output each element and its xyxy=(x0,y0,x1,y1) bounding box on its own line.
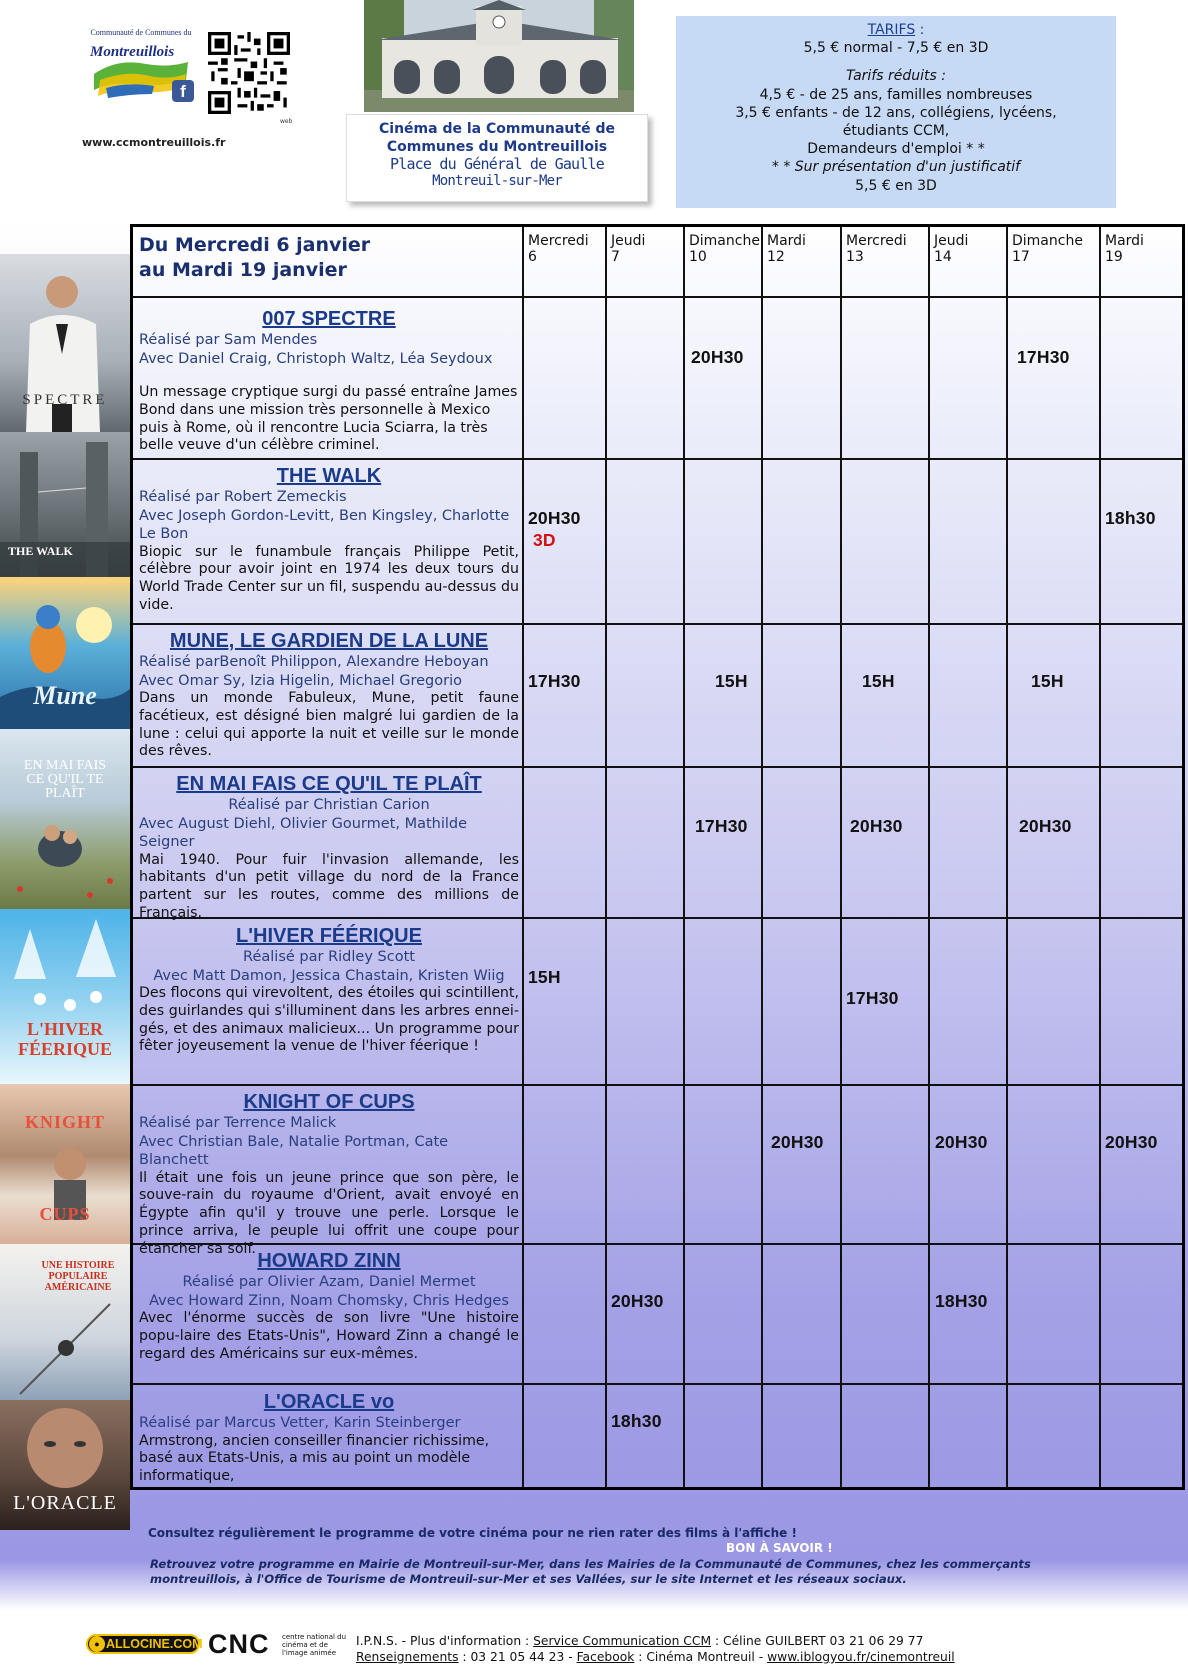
film-director: Réalisé par Christian Carion xyxy=(228,797,430,813)
cnc-subtitle: centre national du cinéma et de l'image animée xyxy=(282,1633,347,1657)
allocine-icon: ● xyxy=(89,1636,105,1652)
day-header-mer13: Mercredi 13 xyxy=(846,233,907,265)
tarifs-box xyxy=(676,16,1116,208)
film-row-en-mai xyxy=(139,772,519,923)
film-cast: Avec Omar Sy, Izia Higelin, Michael Gregorio xyxy=(139,672,462,689)
website-link[interactable]: www.ccmontreuillois.fr xyxy=(82,136,226,149)
tarifs-title: TARIFS xyxy=(867,22,916,38)
film-row-hiver-feerique xyxy=(139,924,519,1056)
film-title: 007 SPECTRE xyxy=(262,308,396,330)
day-header-mer6: Mercredi 6 xyxy=(528,233,589,265)
film-cast: Avec Christian Bale, Natalie Portman, Cate Blanchett xyxy=(139,1133,449,1168)
film-description: Des flocons qui virevoltent, des étoiles qui scintillent, des guirlandes qui s'illuminent dans les arbres ennei-gés, et des animaux malicieux... Un programme pour fêter joyeusement la venue de l'hiver féerique ! xyxy=(139,985,519,1055)
footer-notice: Consultez régulièrement le programme de votre cinéma pour ne rien rater des films à l'affiche ! xyxy=(148,1526,797,1540)
tarifs-title-line xyxy=(676,21,1116,39)
film-row-howard-zinn xyxy=(139,1249,519,1363)
film-cast: Avec Daniel Craig, Christoph Waltz, Léa Seydoux xyxy=(139,350,493,367)
film-director: Réalisé par Olivier Azam, Daniel Mermet xyxy=(182,1274,476,1290)
poster-hiver-feerique xyxy=(0,909,130,1084)
day-header-dim10: Dimanche 10 xyxy=(689,233,760,265)
film-director: Réalisé par Robert Zemeckis xyxy=(139,489,347,505)
cinema-name-line1: Cinéma de la Communauté de xyxy=(379,121,615,137)
tarif-normal: 5,5 € normal - 7,5 € en 3D xyxy=(803,40,989,57)
film-description: Dans un monde Fabuleux, Mune, petit faune facétieux, est désigné bien malgré lui gardien de la lune : celui qui apporte la nuit et veille sur le monde des rêves. xyxy=(139,690,519,760)
film-row-oracle xyxy=(139,1390,519,1486)
footer-contact-line: I.P.N.S. - Plus d'information : Service Communication CCM : Céline GUILBERT 03 21 06 29 77 xyxy=(356,1634,924,1648)
cinema-address-line1: Place du Général de Gaulle xyxy=(389,155,604,173)
showtime: 20H30 xyxy=(528,508,581,528)
showtime: 18H30 xyxy=(935,1291,988,1311)
day-header-mar12: Mardi 12 xyxy=(767,233,806,265)
tarif-3d: 5,5 € en 3D xyxy=(855,177,937,194)
showtime: 18h30 xyxy=(611,1411,662,1431)
footer-bon-a-savoir: BON À SAVOIR ! xyxy=(726,1541,833,1555)
schedule-period xyxy=(139,233,370,283)
logo-top-text: Communauté de Communes du xyxy=(90,28,192,37)
showtime: 15H xyxy=(715,671,748,691)
film-director: Réalisé par Ridley Scott xyxy=(243,949,415,965)
film-title: THE WALK xyxy=(276,465,382,487)
film-cast: Avec Joseph Gordon-Levitt, Ben Kingsley, Charlotte Le Bon xyxy=(139,507,510,542)
logo-wordmark: Montreuillois xyxy=(90,44,175,60)
qr-code xyxy=(208,32,290,114)
poster-en-mai-title: EN MAI FAIS CE QU'IL TE PLAÎT xyxy=(23,758,107,801)
cinema-address-line2: Montreuil-sur-Mer xyxy=(432,173,562,189)
showtime: 20H30 xyxy=(691,347,744,367)
day-header-jeu7: Jeudi 7 xyxy=(611,233,646,265)
poster-cups-title: CUPS xyxy=(39,1204,91,1224)
showtime: 20H30 xyxy=(850,816,903,836)
showtime: 20H30 xyxy=(1019,816,1072,836)
allocine-logo[interactable]: ● ALLOCINE.COM xyxy=(86,1634,200,1654)
poster-knight-title: KNIGHT xyxy=(24,1112,105,1132)
poster-zinn-title: UNE HISTOIRE POPULAIRE AMÉRICAINE xyxy=(41,1260,115,1293)
showtime: 15H xyxy=(862,671,895,691)
showtime-3d-badge: 3D xyxy=(533,530,556,550)
tarif-justificatif: * * Sur présentation d'un justificatif xyxy=(771,159,1021,176)
poster-oracle-title: L'ORACLE xyxy=(13,1492,117,1514)
film-cast: Avec Howard Zinn, Noam Chomsky, Chris Hedges xyxy=(149,1292,509,1309)
tarifs-title-suffix: : xyxy=(915,22,925,38)
showtime: 18h30 xyxy=(1105,508,1156,528)
poster-howard-zinn xyxy=(0,1244,130,1400)
poster-oracle xyxy=(0,1400,130,1530)
cinema-name-line2: Communes du Montreuillois xyxy=(386,139,608,155)
facebook-link[interactable]: Facebook xyxy=(576,1650,635,1664)
film-title: MUNE, LE GARDIEN DE LA LUNE xyxy=(169,630,489,652)
film-cast: Avec Matt Damon, Jessica Chastain, Kristen Wiig xyxy=(153,967,505,984)
poster-en-mai xyxy=(0,729,130,909)
schedule-period-line2: au Mardi 19 janvier xyxy=(139,259,347,281)
day-header-dim17: Dimanche 17 xyxy=(1012,233,1083,265)
showtime: 20H30 xyxy=(1105,1132,1158,1152)
tarifs-reduits-title: Tarifs réduits : xyxy=(846,68,946,85)
showtime: 20H30 xyxy=(771,1132,824,1152)
poster-007-spectre xyxy=(0,254,130,432)
cnc-logo: CNC xyxy=(208,1629,270,1659)
film-title: KNIGHT OF CUPS xyxy=(243,1091,415,1113)
facebook-icon[interactable]: f xyxy=(172,80,194,102)
showtime: 17H30 xyxy=(528,671,581,691)
film-row-knight-of-cups xyxy=(139,1090,519,1258)
tarif-reduit-4: Demandeurs d'emploi * * xyxy=(807,141,985,158)
poster-the-walk xyxy=(0,432,130,577)
blog-link[interactable]: www.iblogyou.fr/cinemontreuil xyxy=(767,1650,955,1664)
day-header-mar19: Mardi 19 xyxy=(1105,233,1144,265)
film-director: Réalisé par Terrence Malick xyxy=(139,1115,337,1131)
showtime: 15H xyxy=(528,967,561,987)
showtime: 15H xyxy=(1031,671,1064,691)
film-title: L'HIVER FÉÉRIQUE xyxy=(236,925,422,947)
film-director: Réalisé par Sam Mendes xyxy=(139,332,318,348)
tarif-reduit-1: 4,5 € - de 25 ans, familles nombreuses xyxy=(759,86,1033,103)
schedule-period-line1: Du Mercredi 6 janvier xyxy=(139,234,371,256)
poster-mune xyxy=(0,577,130,729)
showtime: 17H30 xyxy=(695,816,748,836)
film-description: Biopic sur le funambule français Philippe Petit, célèbre pour avoir joint en 1974 les deux tours du World Trade Center sur un fil, suspendu au-dessus du vide. xyxy=(139,543,519,613)
film-row-mune xyxy=(139,629,519,761)
qr-caption: web xyxy=(280,118,293,125)
film-description: Mai 1940. Pour fuir l'invasion allemande, les habitants d'un petit village du nord de la France partent sur les routes, comme des millions de Français. xyxy=(139,851,519,921)
footer-where-to-find: Retrouvez votre programme en Mairie de Montreuil-sur-Mer, dans les Mairies de la Communauté de Communes, chez les commerçants montreuillois, à l'Office de Tourisme de Montreuil-sur-Mer et ses Vallées, sur le site Internet et les réseaux sociaux. xyxy=(150,1557,1031,1586)
service-communication-link[interactable]: Service Communication CCM xyxy=(533,1634,712,1648)
poster-spectre-title: SPECTRE xyxy=(22,392,108,408)
poster-walk-title: THE WALK xyxy=(8,544,73,558)
schedule-table xyxy=(130,224,1185,1490)
day-header-jeu14: Jeudi 14 xyxy=(934,233,969,265)
film-description: Armstrong, ancien conseiller financier richissime, basé aux Etats-Unis, a mis au point un modèle informatique, xyxy=(139,1432,490,1485)
cinema-building-photo xyxy=(364,0,634,112)
showtime: 17H30 xyxy=(1017,347,1070,367)
film-cast: Avec August Diehl, Olivier Gourmet, Mathilde Seigner xyxy=(139,815,468,850)
film-row-spectre xyxy=(139,307,519,455)
film-title: L'ORACLE vo xyxy=(263,1391,395,1413)
film-description: Il était une fois un jeune prince que son père, le souve-rain du royaume d'Orient, avait envoyé en Égypte afin qu'il y trouve une perle. Lorsque le prince arriva, le peuple lui offrit une coupe pour étancher sa soif. xyxy=(139,1169,519,1257)
film-director: Réalisé par Marcus Vetter, Karin Steinberger xyxy=(139,1415,461,1431)
tarif-reduit-3: étudiants CCM, xyxy=(842,123,950,140)
film-description: Avec l'énorme succès de son livre "Une histoire popu-laire des Etats-Unis", Howard Zinn a changé le regard des Américains sur eux-mêmes. xyxy=(139,1310,519,1362)
showtime: 20H30 xyxy=(935,1132,988,1152)
film-description: Un message cryptique surgi du passé entraîne James Bond dans une mission très personnelle à Mexico puis à Rome, où il rencontre Lucia Sciarra, la très belle veuve d'un célèbre criminel. xyxy=(139,384,518,454)
poster-knight-of-cups xyxy=(0,1084,130,1244)
footer-info-line: Renseignements : 03 21 05 44 23 - Facebook : Cinéma Montreuil - www.iblogyou.fr/cinemontreuil xyxy=(356,1650,955,1664)
tarif-reduit-2: 3,5 € enfants - de 12 ans, collégiens, lycéens, xyxy=(735,104,1057,121)
showtime: 20H30 xyxy=(611,1291,664,1311)
showtime: 17H30 xyxy=(846,988,899,1008)
film-row-the-walk xyxy=(139,464,519,615)
poster-mune-title: Mune xyxy=(33,681,97,710)
film-director: Réalisé parBenoît Philippon, Alexandre Heboyan xyxy=(139,654,489,670)
poster-hiver-title: L'HIVER FÉERIQUE xyxy=(17,1019,113,1059)
film-title: EN MAI FAIS CE QU'IL TE PLAÎT xyxy=(176,773,482,795)
film-title: HOWARD ZINN xyxy=(257,1250,401,1272)
cinema-address-card xyxy=(346,114,648,202)
